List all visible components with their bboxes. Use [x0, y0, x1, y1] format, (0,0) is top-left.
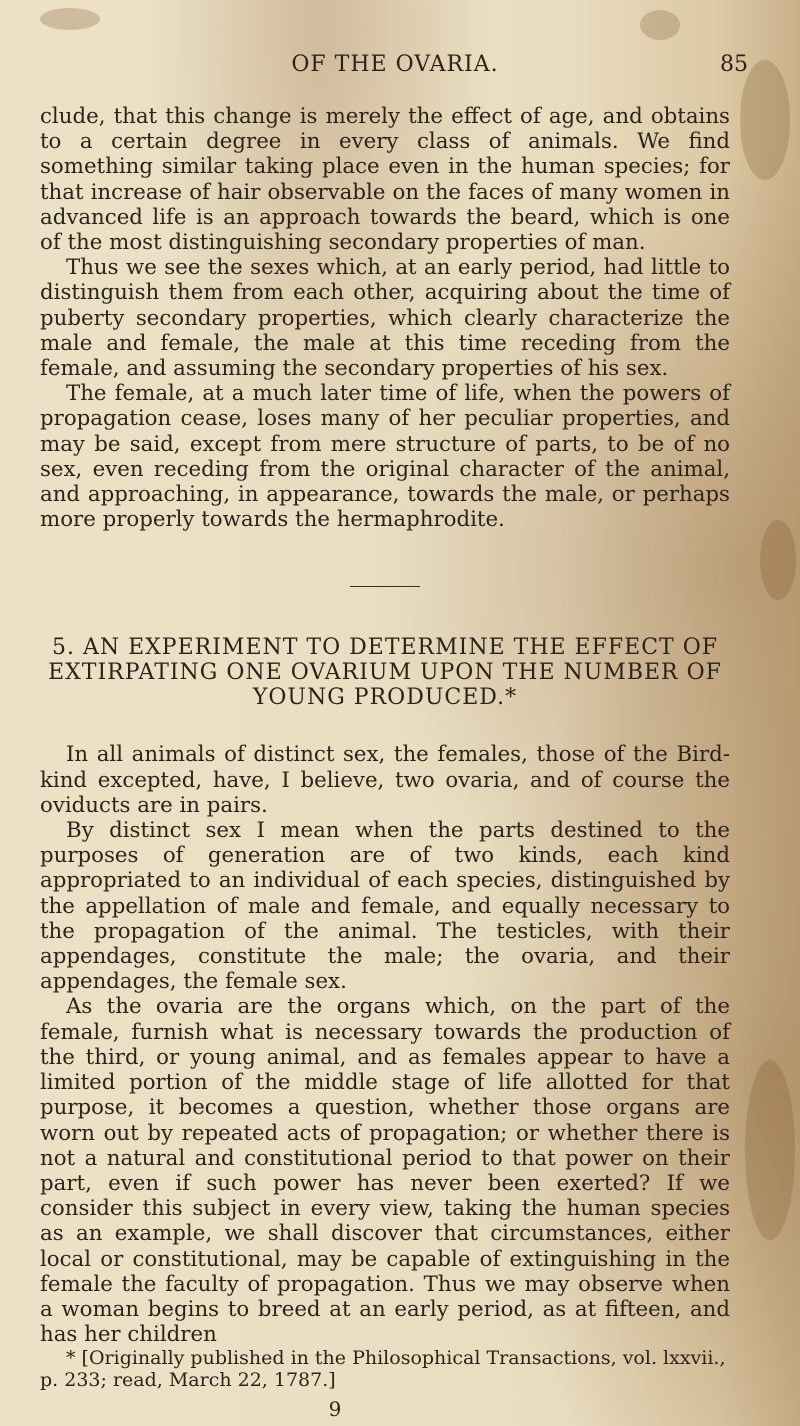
- stain: [745, 1060, 795, 1240]
- paragraph: In all animals of distinct sex, the females, those of the Bird-kind excepted, have, I believe, two ovaria, and of course the oviducts are in pairs.: [40, 742, 730, 818]
- running-head: OF THE OVARIA.: [291, 52, 499, 77]
- section-heading: 5. AN EXPERIMENT TO DETERMINE THE EFFECT OF EXTIRPATING ONE OVARIUM UPON THE NUMBER OF YOUNG PRODUCED.*: [48, 635, 722, 711]
- section-divider: [350, 586, 420, 587]
- page-body: [40, 104, 730, 1423]
- stain: [640, 10, 680, 40]
- stain: [40, 8, 100, 30]
- stain: [740, 60, 790, 180]
- signature-mark: 9: [328, 1397, 342, 1422]
- footnote: * [Originally published in the Philosophical Transactions, vol. lxxvii., p. 233; read, March 22, 1787.]: [40, 1347, 726, 1392]
- paragraph: As the ovaria are the organs which, on the part of the female, furnish what is necessary towards the production of the third, or young animal, and as females appear to have a limited portion of the middle stage of life allotted for that purpose, it becomes a question, whether those organs are worn out by repeated acts of propagation; or whether there is not a natural and constitutional period to that power on their part, even if such power has never been exerted? If we consider this subject in every view, taking the human species as an example, we shall discover that circumstances, either local or constitutional, may be capable of extinguishing in the female the faculty of propagation. Thus we may observe when a woman begins to breed at an early period, as at fifteen, and has her children: [40, 994, 730, 1348]
- paragraph: Thus we see the sexes which, at an early period, had little to distinguish them from each other, acquiring about the time of puberty secondary properties, which clearly characterize the male and female, the male at this time receding from the female, and assuming the secondary properties of his sex.: [40, 255, 730, 382]
- paragraph: clude, that this change is merely the effect of age, and obtains to a certain degree in every class of animals. We find something similar taking place even in the human species; for that increase of hair observable on the faces of many women in advanced life is an approach towards the beard, which is one of the most distinguishing secondary properties of man.: [40, 104, 730, 256]
- paragraph: The female, at a much later time of life, when the powers of propagation cease, loses many of her peculiar properties, and may be said, except from mere structure of parts, to be of no sex, even receding from the original character of the animal, and approaching, in appearance, towards the male, or perhaps more properly towards the hermaphrodite.: [40, 381, 730, 533]
- stain: [760, 520, 796, 600]
- paragraph: By distinct sex I mean when the parts destined to the purposes of generation are of two kinds, each kind appropriated to an individual of each species, distinguished by the appellation of male and female, and equally necessary to the propagation of the animal. The testicles, with their appendages, constitute the male; the ovaria, and their appendages, the female sex.: [40, 818, 730, 995]
- page-number: 85: [720, 52, 748, 77]
